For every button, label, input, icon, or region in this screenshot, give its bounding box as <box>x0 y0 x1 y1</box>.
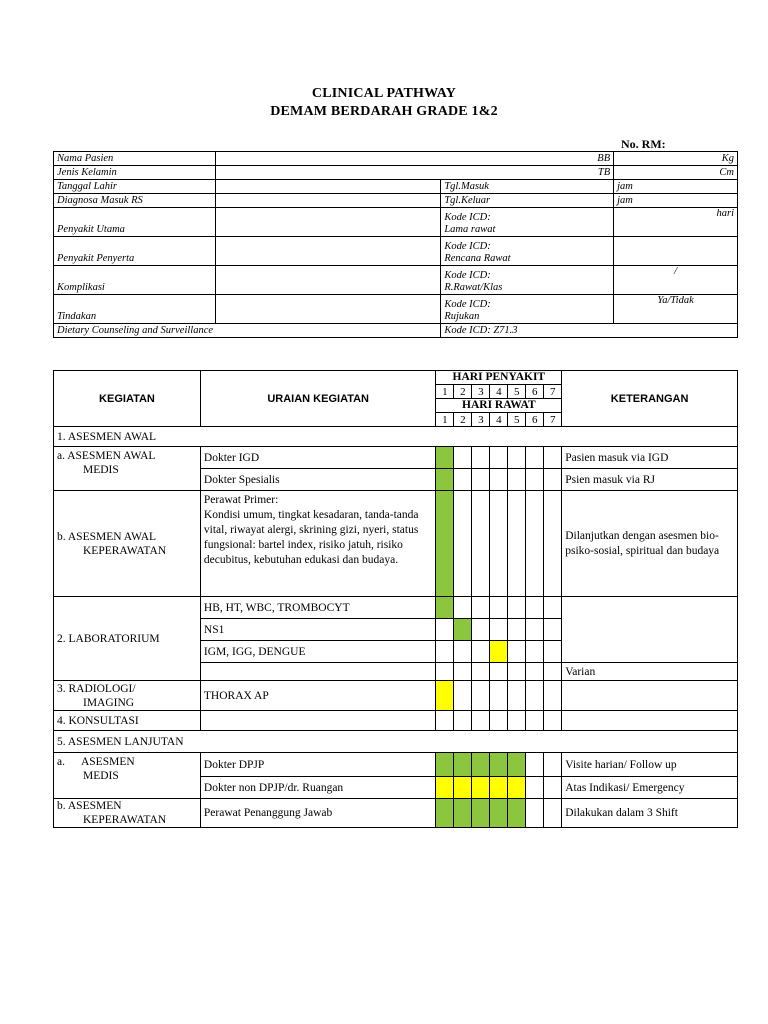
label-komplikasi: Komplikasi <box>54 266 216 295</box>
field-komplikasi <box>215 266 441 295</box>
label-b-lanj-line1: b. ASESMEN <box>57 800 122 812</box>
label-jenis-kelamin: Jenis Kelamin <box>54 166 216 180</box>
cell-empty <box>508 619 526 641</box>
label-cm: Cm <box>614 166 738 180</box>
hr-day-5: 5 <box>508 413 526 427</box>
ket-shift: Dilakukan dalam 3 Shift <box>562 799 738 828</box>
cell-green <box>436 447 454 469</box>
cell-green <box>490 753 508 777</box>
label-hari: hari <box>614 208 738 237</box>
label-tindakan: Tindakan <box>54 295 216 324</box>
cell-empty <box>544 641 562 663</box>
cell-yellow <box>472 777 490 799</box>
ket-lab-empty <box>562 597 738 663</box>
cell-empty <box>544 777 562 799</box>
label-bb: BB <box>215 152 613 166</box>
row-lab-ns1: NS1 <box>200 619 436 641</box>
ket-radiologi-empty <box>562 681 738 711</box>
cell-empty <box>454 597 472 619</box>
cell-empty <box>472 663 490 681</box>
cell-empty <box>526 753 544 777</box>
cell-empty <box>490 619 508 641</box>
cell-empty <box>508 663 526 681</box>
hp-day-3: 3 <box>472 385 490 399</box>
hr-day-6: 6 <box>526 413 544 427</box>
cell-empty <box>526 711 544 731</box>
kode-icd-rawat-klas <box>441 266 614 295</box>
row-perawat-primer <box>200 491 436 597</box>
cell-empty <box>454 491 472 597</box>
cell-yellow <box>436 681 454 711</box>
cell-empty <box>544 799 562 828</box>
header-hari-rawat: HARI RAWAT <box>436 399 562 413</box>
cell-empty <box>454 641 472 663</box>
cell-empty <box>490 681 508 711</box>
label-kg: Kg <box>614 152 738 166</box>
cell-empty <box>490 491 508 597</box>
cell-empty <box>436 641 454 663</box>
field-penyakit-penyerta <box>215 237 441 266</box>
cell-empty <box>544 491 562 597</box>
label-tgl-masuk: Tgl.Masuk <box>441 180 614 194</box>
cell-empty <box>526 619 544 641</box>
label-radiologi <box>54 681 201 711</box>
ket-indikasi: Atas Indikasi/ Emergency <box>562 777 738 799</box>
cell-empty <box>544 753 562 777</box>
cell-empty <box>508 491 526 597</box>
label-a-medis-line1: a. ASESMEN AWAL <box>57 450 156 462</box>
label-tgl-keluar: Tgl.Keluar <box>441 194 614 208</box>
cell-yellow <box>454 777 472 799</box>
row-thorax: THORAX AP <box>200 681 436 711</box>
label-a-lanj-row <box>57 755 197 769</box>
field-tanggal-lahir <box>215 180 441 194</box>
cell-green <box>454 753 472 777</box>
hp-day-2: 2 <box>454 385 472 399</box>
cell-empty <box>544 681 562 711</box>
ket-rj: Psien masuk via RJ <box>562 469 738 491</box>
label-a-lanj-letter: a. <box>57 756 65 768</box>
label-jam-masuk: jam <box>614 180 738 194</box>
cell-green <box>436 753 454 777</box>
cell-green <box>472 799 490 828</box>
ket-visite: Visite harian/ Follow up <box>562 753 738 777</box>
label-b-kep-line2: KEPERAWATAN <box>83 544 167 557</box>
cell-empty <box>526 799 544 828</box>
section-asesmen-awal: 1. ASESMEN AWAL <box>54 427 738 447</box>
cell-yellow <box>490 777 508 799</box>
cell-empty <box>436 663 454 681</box>
cell-empty <box>472 597 490 619</box>
cell-empty <box>508 447 526 469</box>
hr-day-4: 4 <box>490 413 508 427</box>
cell-yellow <box>508 777 526 799</box>
label-rencana-rawat: Rencana Rawat <box>444 253 511 264</box>
row-perawat-pj: Perawat Penanggung Jawab <box>200 799 436 828</box>
cell-empty <box>508 597 526 619</box>
cell-empty <box>454 469 472 491</box>
cell-empty <box>454 711 472 731</box>
cell-empty <box>454 447 472 469</box>
field-diagnosa <box>215 194 441 208</box>
field-rencana-rawat <box>614 237 738 266</box>
header-keterangan: KETERANGAN <box>562 371 738 427</box>
label-nama-pasien: Nama Pasien <box>54 152 216 166</box>
cell-empty <box>490 663 508 681</box>
cell-empty <box>526 681 544 711</box>
label-jam-keluar: jam <box>614 194 738 208</box>
row-dokter-igd: Dokter IGD <box>200 447 436 469</box>
label-asesmen-lanjutan-keperawatan <box>54 799 201 828</box>
cell-empty <box>526 777 544 799</box>
cell-green <box>436 469 454 491</box>
row-lab-empty <box>200 663 436 681</box>
kode-icd-rujukan <box>441 295 614 324</box>
label-kode-icd-z713: Kode ICD: Z71.3 <box>441 324 738 338</box>
hp-day-7: 7 <box>544 385 562 399</box>
row-dokter-dpjp: Dokter DPJP <box>200 753 436 777</box>
row-konsultasi-empty <box>200 711 436 731</box>
label-asesmen-awal-medis <box>54 447 201 491</box>
cell-empty <box>472 491 490 597</box>
label-dietary: Dietary Counseling and Surveillance <box>54 324 441 338</box>
cell-empty <box>544 469 562 491</box>
clinical-pathway-table <box>53 370 738 828</box>
cell-empty <box>472 619 490 641</box>
label-ya-tidak: Ya/Tidak <box>614 295 738 324</box>
cell-empty <box>490 597 508 619</box>
section-asesmen-lanjutan: 5. ASESMEN LANJUTAN <box>54 731 738 753</box>
label-asesmen-awal-keperawatan <box>54 491 201 597</box>
label-diagnosa-masuk: Diagnosa Masuk RS <box>54 194 216 208</box>
cell-yellow <box>436 777 454 799</box>
cell-empty <box>490 447 508 469</box>
perawat-primer-detail: Kondisi umum, tingkat kesadaran, tanda-tanda vital, riwayat alergi, skrining gizi, nyeri, status fungsional: bartel index, risiko jatuh, risiko decubitus, kebutuhan edukasi dan budaya. <box>203 509 419 566</box>
hp-day-5: 5 <box>508 385 526 399</box>
perawat-primer-title: Perawat Primer: <box>203 494 279 506</box>
cell-empty <box>472 447 490 469</box>
label-b-kep-line1: b. ASESMEN AWAL <box>57 530 157 543</box>
cell-empty <box>454 663 472 681</box>
label-penyakit-penyerta: Penyakit Penyerta <box>54 237 216 266</box>
label-tanggal-lahir: Tanggal Lahir <box>54 180 216 194</box>
label-konsultasi: 4. KONSULTASI <box>54 711 201 731</box>
label-b-lanj-line2: KEPERAWATAN <box>83 814 167 826</box>
ket-konsultasi-empty <box>562 711 738 731</box>
cell-empty <box>526 597 544 619</box>
hp-day-1: 1 <box>436 385 454 399</box>
label-rawat-klas: R.Rawat/Klas <box>444 282 503 293</box>
patient-info-table <box>53 151 738 338</box>
title-line-2: DEMAM BERDARAH GRADE 1&2 <box>270 104 498 119</box>
label-lama-rawat: Lama rawat <box>444 224 496 235</box>
header-kegiatan: KEGIATAN <box>54 371 201 427</box>
cell-empty <box>454 681 472 711</box>
label-rujukan: Rujukan <box>444 311 480 322</box>
cell-empty <box>472 681 490 711</box>
cell-empty <box>526 447 544 469</box>
cell-empty <box>544 711 562 731</box>
cell-empty <box>508 469 526 491</box>
kode-icd-lama-rawat <box>441 208 614 237</box>
cell-empty <box>436 619 454 641</box>
hp-day-6: 6 <box>526 385 544 399</box>
ket-keperawatan: Dilanjutkan dengan asesmen bio-psiko-sosial, spiritual dan budaya <box>562 491 738 597</box>
cell-green <box>508 799 526 828</box>
label-kode-icd-4: Kode ICD: <box>444 299 491 310</box>
cell-empty <box>508 681 526 711</box>
cell-empty <box>490 469 508 491</box>
label-kode-icd-3: Kode ICD: <box>444 270 491 281</box>
field-tindakan <box>215 295 441 324</box>
row-dokter-non-dpjp: Dokter non DPJP/dr. Ruangan <box>200 777 436 799</box>
label-slash: / <box>614 266 738 295</box>
hr-day-2: 2 <box>454 413 472 427</box>
row-lab-hb: HB, HT, WBC, TROMBOCYT <box>200 597 436 619</box>
cell-green <box>508 753 526 777</box>
cell-yellow <box>490 641 508 663</box>
header-uraian: URAIAN KEGIATAN <box>200 371 436 427</box>
label-asesmen-lanjutan-medis <box>54 753 201 799</box>
cell-empty <box>526 469 544 491</box>
label-laboratorium: 2. LABORATORIUM <box>54 597 201 681</box>
cell-empty <box>472 641 490 663</box>
cell-empty <box>526 641 544 663</box>
label-radiologi-line1: 3. RADIOLOGI/ <box>57 682 136 695</box>
kode-icd-rencana-rawat <box>441 237 614 266</box>
cell-green <box>436 491 454 597</box>
row-dokter-spesialis: Dokter Spesialis <box>200 469 436 491</box>
cell-empty <box>508 641 526 663</box>
label-a-lanj-line2: ASESMEN <box>80 756 135 768</box>
label-radiologi-line2: IMAGING <box>83 696 135 709</box>
cell-empty <box>472 469 490 491</box>
ket-varian: Varian <box>562 663 738 681</box>
cell-empty <box>526 491 544 597</box>
hr-day-3: 3 <box>472 413 490 427</box>
cell-empty <box>508 711 526 731</box>
cell-empty <box>472 711 490 731</box>
cell-green <box>454 619 472 641</box>
cell-green <box>436 597 454 619</box>
cell-empty <box>544 663 562 681</box>
label-a-lanj-line3: MEDIS <box>83 770 119 782</box>
hr-day-7: 7 <box>544 413 562 427</box>
cell-empty <box>490 711 508 731</box>
no-rm-label: No. RM: <box>621 137 666 151</box>
label-kode-icd-1: Kode ICD: <box>444 212 491 223</box>
cell-empty <box>544 447 562 469</box>
cell-green <box>490 799 508 828</box>
field-penyakit-utama <box>215 208 441 237</box>
label-kode-icd-2: Kode ICD: <box>444 241 491 252</box>
cell-empty <box>526 663 544 681</box>
cell-empty <box>544 597 562 619</box>
row-lab-igm: IGM, IGG, DENGUE <box>200 641 436 663</box>
ket-igd: Pasien masuk via IGD <box>562 447 738 469</box>
hr-day-1: 1 <box>436 413 454 427</box>
cell-empty <box>436 711 454 731</box>
title-line-1: CLINICAL PATHWAY <box>311 86 457 101</box>
hp-day-4: 4 <box>490 385 508 399</box>
label-tb: TB <box>215 166 613 180</box>
cell-green <box>472 753 490 777</box>
cell-green <box>454 799 472 828</box>
cell-empty <box>544 619 562 641</box>
cell-green <box>436 799 454 828</box>
header-hari-penyakit: HARI PENYAKIT <box>436 371 562 385</box>
label-penyakit-utama: Penyakit Utama <box>54 208 216 237</box>
label-a-medis-line2: MEDIS <box>83 464 119 476</box>
